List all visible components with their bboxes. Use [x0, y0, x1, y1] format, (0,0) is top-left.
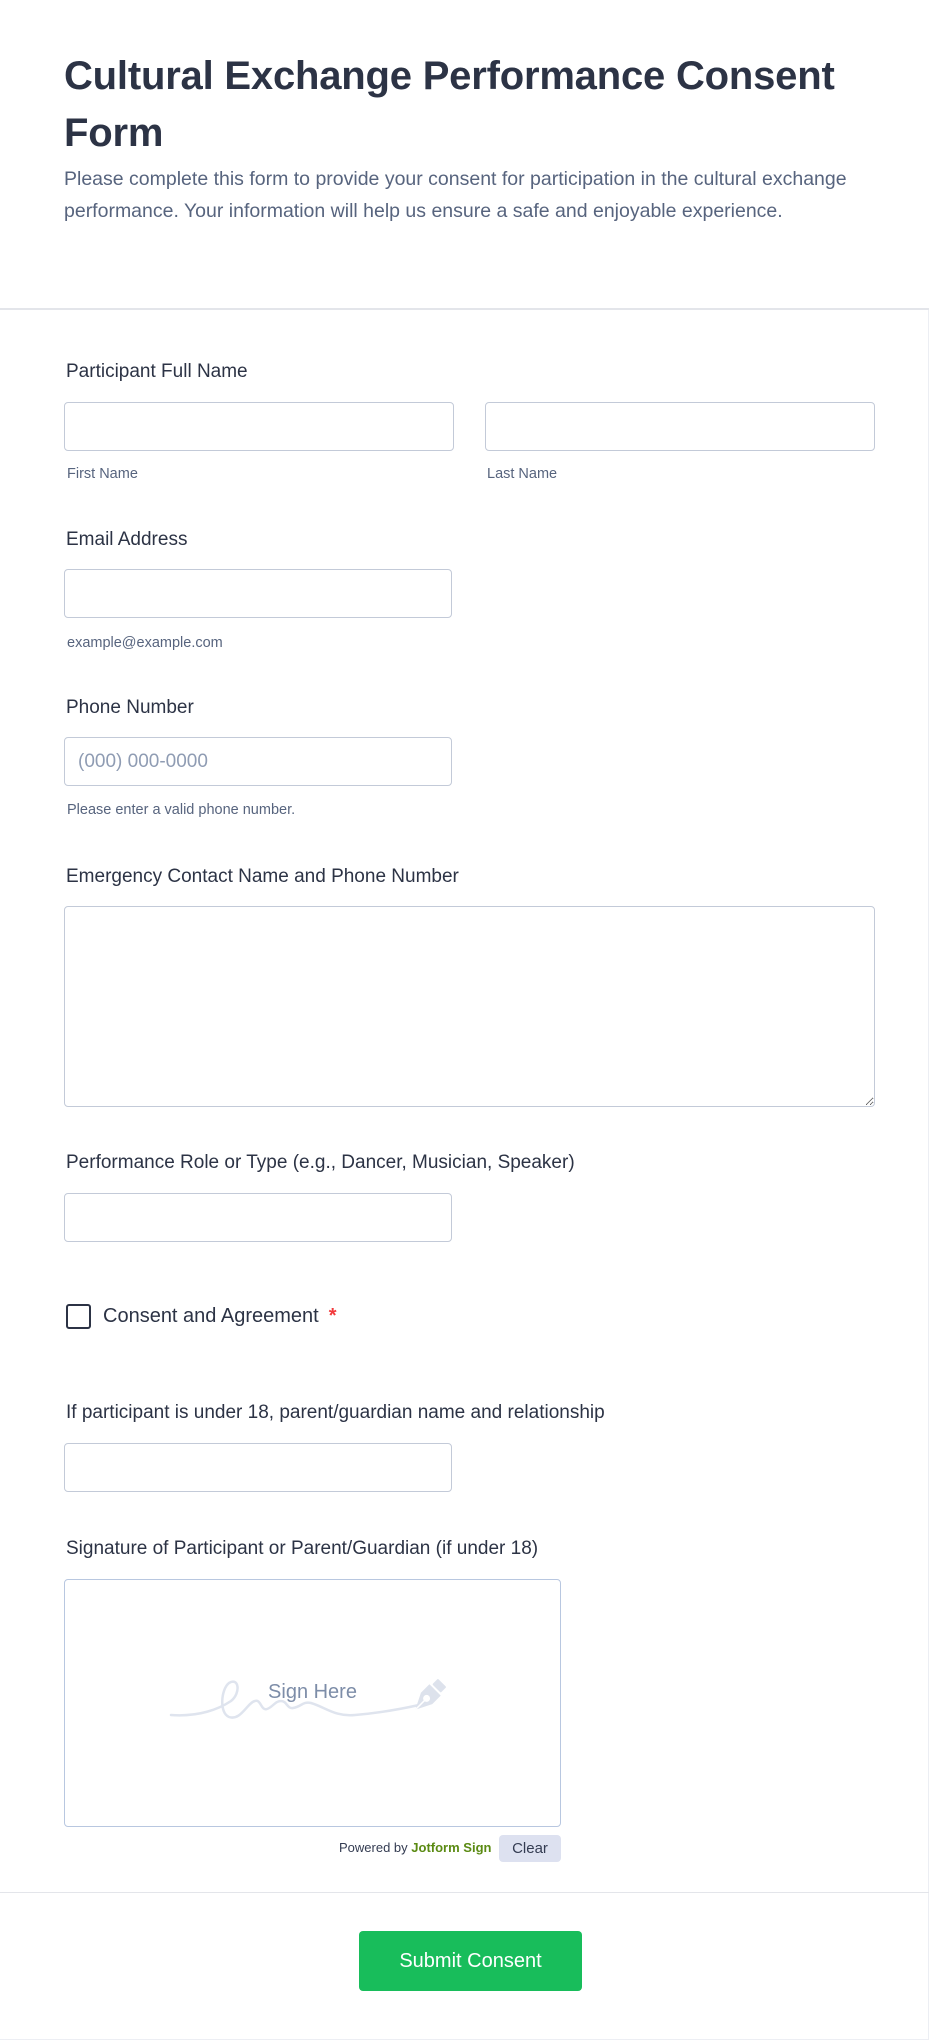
guardian-input[interactable] — [64, 1443, 452, 1492]
consent-label[interactable]: Consent and Agreement — [103, 1304, 319, 1327]
last-name-sublabel: Last Name — [487, 466, 558, 482]
phone-sublabel: Please enter a valid phone number. — [67, 802, 296, 818]
submit-button[interactable]: Submit Consent — [359, 1931, 582, 1991]
form-title: Cultural Exchange Performance Consent Form — [64, 54, 835, 155]
performance-role-label: Performance Role or Type (e.g., Dancer, Musician, Speaker) — [66, 1152, 575, 1173]
last-name-input[interactable] — [485, 402, 875, 451]
jotform-sign-link[interactable]: Jotform Sign — [411, 1840, 492, 1855]
performance-role-input[interactable] — [64, 1193, 452, 1242]
signature-label: Signature of Participant or Parent/Guardian (if under 18) — [66, 1538, 539, 1559]
first-name-sublabel: First Name — [67, 466, 138, 482]
email-sublabel: example@example.com — [67, 635, 223, 651]
footer-divider — [0, 1892, 929, 1893]
email-label: Email Address — [66, 529, 188, 550]
form-header — [0, 0, 929, 310]
guardian-label: If participant is under 18, parent/guardian name and relationship — [66, 1402, 605, 1423]
phone-label: Phone Number — [66, 697, 194, 718]
consent-checkbox[interactable] — [66, 1304, 91, 1329]
email-input[interactable] — [64, 569, 452, 618]
full-name-label: Participant Full Name — [66, 361, 248, 382]
emergency-contact-textarea[interactable] — [64, 906, 875, 1107]
powered-by-prefix: Powered by — [339, 1840, 408, 1855]
signature-pad[interactable] — [64, 1579, 561, 1827]
emergency-contact-label: Emergency Contact Name and Phone Number — [66, 866, 459, 887]
clear-signature-button[interactable]: Clear — [499, 1835, 561, 1862]
sign-here-text: Sign Here — [268, 1681, 357, 1703]
form-description: Please complete this form to provide your consent for participation in the cultural exchange performance. Your information will help us ensure a safe and enjoyable experience. — [64, 168, 847, 222]
consent-row[interactable] — [66, 1303, 337, 1329]
phone-input[interactable] — [64, 737, 452, 786]
first-name-input[interactable] — [64, 402, 454, 451]
required-asterisk: * — [328, 1304, 337, 1327]
powered-by-text — [339, 1840, 491, 1855]
